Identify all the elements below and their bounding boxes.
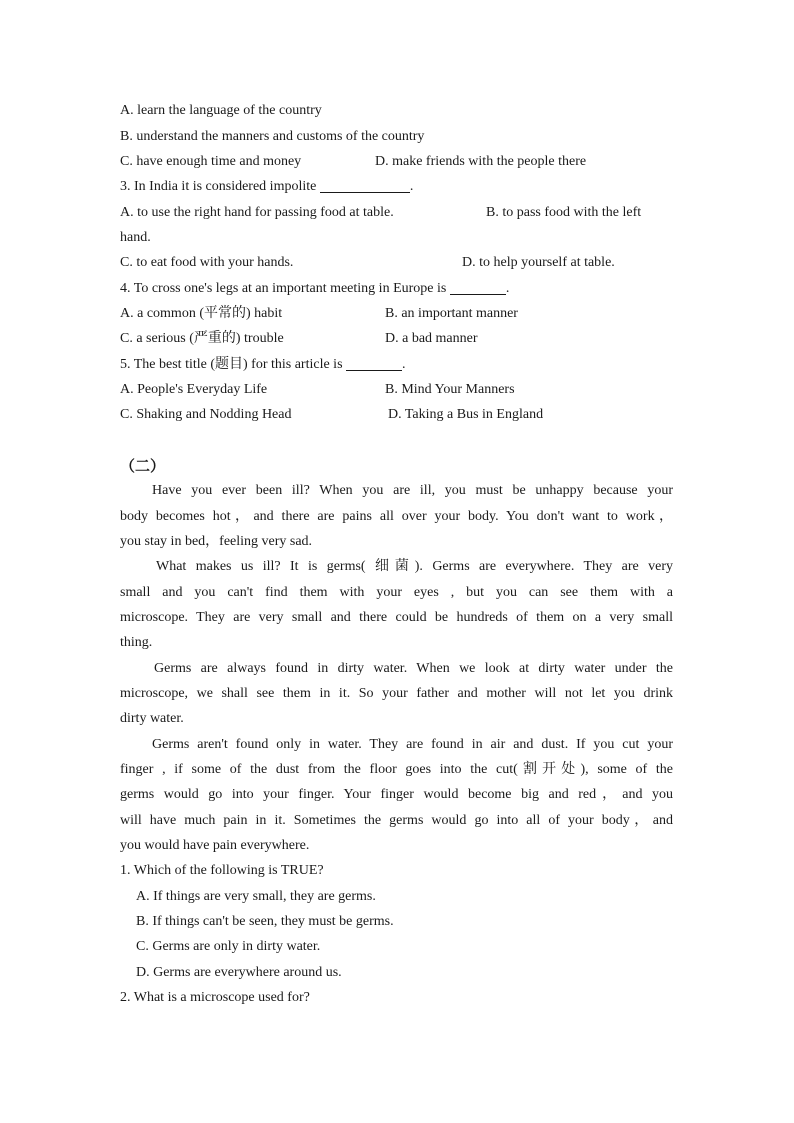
q5-stem-end: .	[402, 357, 406, 372]
q5-stem	[120, 355, 406, 375]
q3-stem	[120, 177, 413, 197]
passage-line: thing.	[120, 635, 153, 650]
passage-line: Germs aren't found only in water. They are found in air and dust. If you cut your	[152, 737, 673, 752]
q2-option-d: D. make friends with the people there	[375, 154, 587, 169]
q3-stem-text: 3. In India it is considered impolite	[120, 179, 317, 194]
answer-blank[interactable]	[450, 280, 506, 295]
q4-stem-end: .	[505, 281, 510, 296]
p2-q2-stem: 2. What is a microscope used for?	[120, 990, 310, 1005]
passage-line: you would have pain everywhere.	[120, 838, 310, 853]
p2-q1-option-d: D. Germs are everywhere around us.	[136, 965, 342, 980]
passage-line: What makes us ill? It is germs( 细菌). Germs are everywhere. They are very	[156, 559, 673, 574]
passage-line: you stay in bed，feeling very sad.	[120, 534, 313, 549]
q4-option-b: B. an important manner	[385, 306, 518, 321]
q5-option-b: B. Mind Your Manners	[385, 382, 515, 397]
q4-option-a: A. a common (平常的) habit	[120, 306, 283, 321]
q2-option-a: A. learn the language of the country	[120, 103, 322, 118]
q4-stem	[120, 279, 509, 299]
passage-line: will have much pain in it. Sometimes the germs would go into all of your body，and	[120, 813, 673, 828]
p2-q1-option-b: B. If things can't be seen, they must be germs.	[136, 914, 394, 929]
p2-q1-stem: 1. Which of the following is TRUE?	[120, 863, 324, 878]
passage-line: microscope. They are very small and there could be hundreds of them on a very small	[120, 610, 673, 625]
passage-line: germs would go into your finger. Your finger would become big and red，and you	[120, 787, 673, 802]
answer-blank[interactable]	[320, 178, 410, 193]
q3-option-a: A. to use the right hand for passing food at table.	[120, 205, 394, 220]
q4-stem-text: 4. To cross one's legs at an important meeting in Europe is	[120, 281, 447, 296]
passage-line: finger , if some of the dust from the floor goes into the cut(割开处), some of the	[120, 762, 673, 777]
q5-option-c: C. Shaking and Nodding Head	[120, 407, 292, 422]
passage-line: dirty water.	[120, 711, 184, 726]
q4-option-d: D. a bad manner	[385, 331, 478, 346]
p2-q1-option-c: C. Germs are only in dirty water.	[136, 939, 321, 954]
passage-line: body becomes hot，and there are pains all over your body. You don't want to work，	[120, 509, 673, 524]
q3-option-b-continued: hand.	[120, 230, 151, 245]
p2-q1-option-a: A. If things are very small, they are germs.	[136, 889, 376, 904]
q5-option-d: D. Taking a Bus in England	[388, 407, 544, 422]
section-heading: （二）	[120, 457, 166, 475]
q3-option-b: B. to pass food with the left	[486, 205, 642, 220]
q4-option-c: C. a serious (严重的) trouble	[120, 331, 284, 346]
passage-line: small and you can't find them with your eyes , but you can see them with a	[120, 585, 673, 600]
q2-option-b: B. understand the manners and customs of the country	[120, 129, 425, 144]
q3-stem-end: .	[409, 179, 414, 194]
passage-line: Germs are always found in dirty water. When we look at dirty water under the	[154, 661, 673, 676]
q2-option-c: C. have enough time and money	[120, 154, 302, 169]
answer-blank[interactable]	[346, 356, 402, 371]
q5-stem-text: 5. The best title (题目) for this article is	[120, 357, 343, 372]
passage-line: Have you ever been ill? When you are ill, you must be unhappy because your	[152, 483, 673, 498]
passage-line: microscope, we shall see them in it. So your father and mother will not let you drink	[120, 686, 673, 701]
q3-option-d: D. to help yourself at table.	[462, 255, 615, 270]
q5-option-a: A. People's Everyday Life	[120, 382, 268, 397]
q3-option-c: C. to eat food with your hands.	[120, 255, 294, 270]
